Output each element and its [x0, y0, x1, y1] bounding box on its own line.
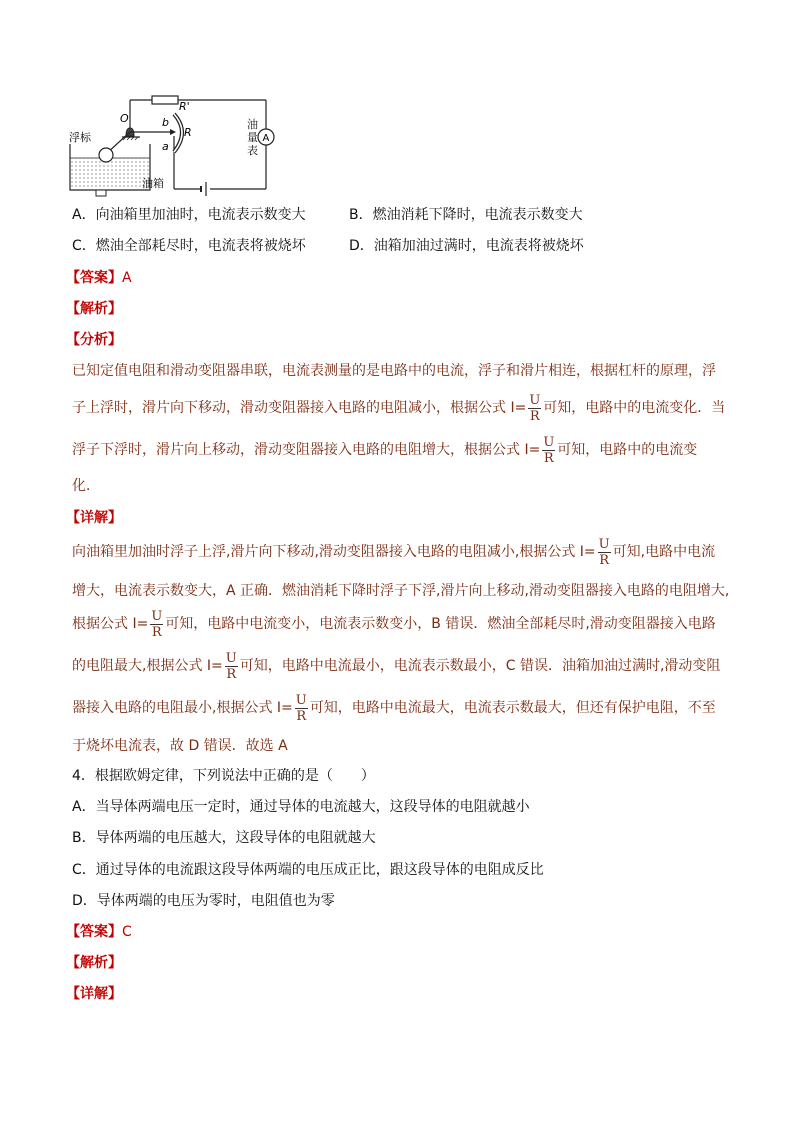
frac-num: U [225, 650, 237, 666]
fenxi-line-3 [72, 432, 697, 468]
formula-fraction [598, 537, 611, 568]
answer-tag: 【答案】 [66, 924, 122, 940]
q3-option-d: D．油箱加油过满时，电流表将被烧坏 [349, 238, 584, 254]
frac-num: U [543, 434, 555, 450]
fenxi-line-2-b: 可知，电路中的电流变化．当 [543, 400, 726, 416]
resistor-r-prime [152, 96, 178, 104]
formula-fraction [542, 435, 555, 466]
fenxi-line-3-a: 浮子下浮时，滑片向上移动，滑动变阻器接入电路的电阻增大，根据公式 I= [72, 442, 541, 458]
q4-option-b: B．导体两端的电压越大，这段导体的电阻就越大 [72, 830, 376, 846]
label-r: R [184, 126, 192, 139]
formula-fraction [295, 693, 308, 724]
label-float: 浮标 [69, 131, 91, 144]
frac-den: R [599, 552, 610, 568]
q3-fenxi-tag: 【分析】 [66, 332, 122, 348]
q4-option-d: D．导体两端的电压为零时，电阻值也为零 [72, 893, 335, 909]
q4-analysis-tag: 【解析】 [66, 955, 122, 971]
q3-analysis-tag: 【解析】 [66, 301, 122, 317]
detail-line-4-a: 的电阻最大,根据公式 I= [72, 658, 223, 674]
fenxi-line-3-b: 可知，电路中的电流变 [557, 442, 698, 458]
answer-value: C [122, 924, 132, 940]
q3-option-a: A．向油箱里加油时，电流表示数变大 [72, 207, 306, 223]
float-icon [99, 148, 113, 162]
fenxi-line-2 [72, 390, 725, 426]
label-b: b [162, 116, 169, 129]
frac-num: U [151, 608, 163, 624]
q4-option-a: A．当导体两端电压一定时，通过导体的电流越大，这段导体的电阻就越小 [72, 799, 530, 815]
frac-num: U [295, 692, 307, 708]
frac-den: R [296, 708, 307, 724]
fenxi-line-2-a: 子上浮时，滑片向下移动，滑动变阻器接入电路的电阻减小，根据公式 I= [72, 400, 527, 416]
detail-line-5-b: 可知，电路中电流最大，电流表示数最大，但还有保护电阻，不至 [309, 700, 716, 716]
label-o: O [120, 112, 129, 125]
formula-fraction [528, 393, 541, 424]
detail-line-3-b: 可知，电路中电流变小，电流表示数变小，B 错误．燃油全部耗尽时,滑动变阻器接入电路 [165, 616, 716, 632]
label-oil-meter: 油量表 [247, 118, 258, 157]
q3-detail-tag: 【详解】 [66, 510, 122, 526]
detail-line-5 [72, 690, 716, 726]
formula-fraction [150, 609, 163, 640]
q4-detail-tag: 【详解】 [66, 986, 122, 1002]
detail-line-1 [72, 534, 715, 570]
detail-line-3 [72, 606, 716, 642]
q4-option-c: C．通过导体的电流跟这段导体两端的电压成正比，跟这段导体的电阻成反比 [72, 862, 544, 878]
answer-value: A [122, 270, 132, 286]
label-r-prime: R' [179, 100, 190, 113]
detail-line-5-a: 器接入电路的电阻最小,根据公式 I= [72, 700, 293, 716]
slider-arrow [170, 129, 176, 135]
q3-option-c: C．燃油全部耗尽时，电流表将被烧坏 [72, 238, 306, 254]
detail-line-4 [72, 648, 720, 684]
q3-answer [66, 268, 132, 288]
oil-gauge-circuit-diagram [66, 92, 276, 202]
frac-den: R [226, 666, 237, 682]
detail-line-1-b: 可知,电路中电流 [612, 544, 716, 560]
label-a: a [162, 140, 169, 153]
fenxi-line-4: 化． [72, 478, 100, 494]
frac-den: R [529, 408, 540, 424]
fenxi-line-1: 已知定值电阻和滑动变阻器串联，电流表测量的是电路中的电流，浮子和滑片相连，根据杠杆的原理，浮 [72, 363, 716, 379]
frac-den: R [151, 624, 162, 640]
formula-fraction [225, 651, 238, 682]
label-tank: 油箱 [142, 177, 164, 190]
label-a-meter: A [262, 133, 270, 144]
detail-line-6: 于烧坏电流表，故 D 错误．故选 A [72, 738, 288, 754]
frac-num: U [529, 392, 541, 408]
detail-line-3-a: 根据公式 I= [72, 616, 149, 632]
q4-stem: 4．根据欧姆定律，下列说法中正确的是（ ） [72, 768, 375, 784]
detail-line-2: 增大，电流表示数变大，A 正确．燃油消耗下降时浮子下浮,滑片向上移动,滑动变阻器接入电路的电阻增大, [72, 583, 730, 599]
frac-num: U [598, 536, 610, 552]
q4-answer [66, 922, 132, 942]
answer-tag: 【答案】 [66, 270, 122, 286]
q3-option-b: B．燃油消耗下降时，电流表示数变大 [349, 207, 583, 223]
detail-line-1-a: 向油箱里加油时浮子上浮,滑片向下移动,滑动变阻器接入电路的电阻减小,根据公式 I= [72, 544, 596, 560]
frac-den: R [543, 450, 554, 466]
detail-line-4-b: 可知，电路中电流最小，电流表示数最小，C 错误．油箱加油过满时,滑动变阻 [239, 658, 721, 674]
